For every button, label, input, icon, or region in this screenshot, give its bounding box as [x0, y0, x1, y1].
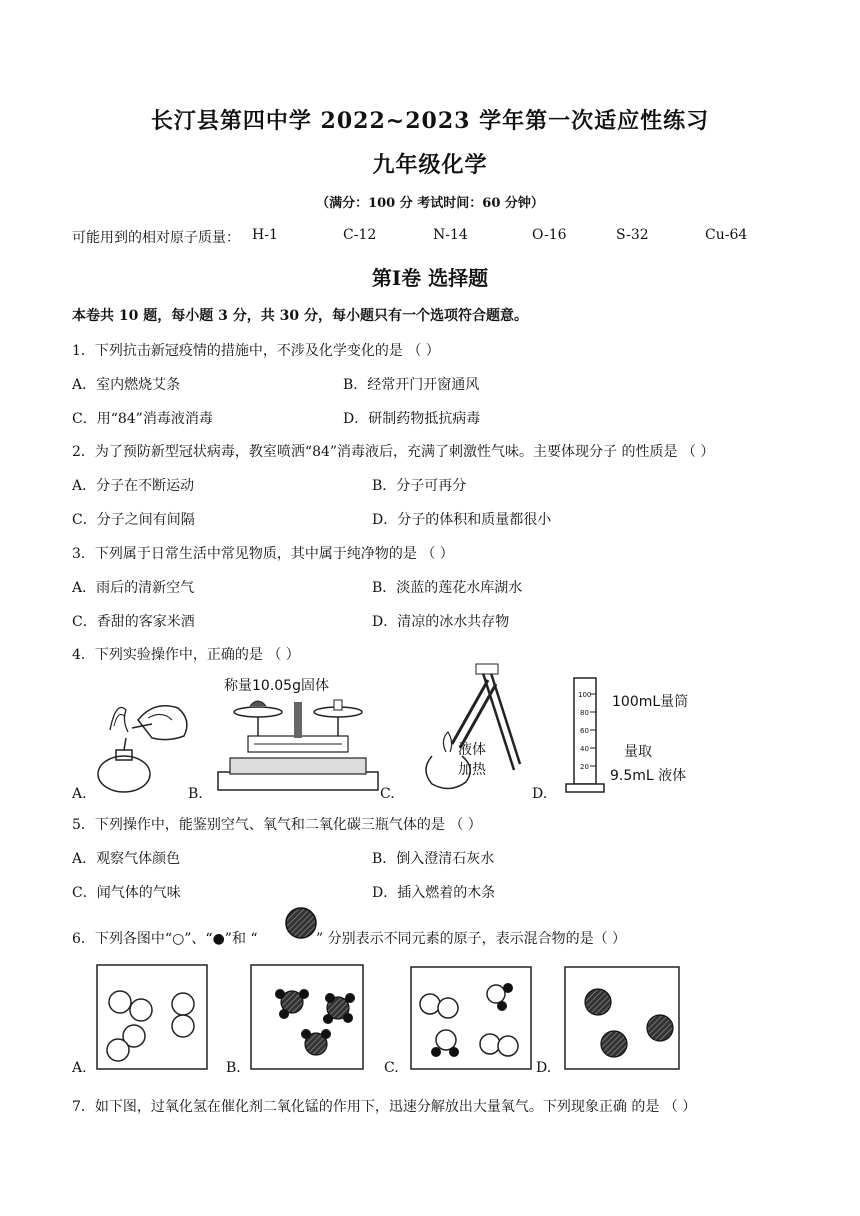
option-c: C．分子之间有间隔	[72, 512, 195, 528]
option-a: A.	[72, 1060, 87, 1076]
atomic-mass-item: C-12	[343, 227, 377, 243]
molecule-box-b	[250, 964, 364, 1070]
question-stem: 2．为了预防新型冠状病毒，教室喷洒“84”消毒液后，充满了刺激性气味。主要体现分子 的性质是 （ ）	[72, 444, 715, 460]
option-b: B．经常开门开窗通风	[343, 377, 480, 393]
option-c: C．用“84”消毒液消毒	[72, 411, 213, 427]
atomic-mass-item: H-1	[252, 227, 278, 243]
option-d: D．清凉的冰水共存物	[372, 614, 510, 630]
volume-label: 9.5mL 液体	[610, 768, 687, 784]
atomic-mass-label: 可能用到的相对原子质量：	[72, 230, 240, 246]
option-a: A．室内燃烧艾条	[72, 377, 181, 393]
option-d: D．分子的体积和质量都很小	[372, 512, 552, 528]
figure-balance	[208, 672, 388, 796]
option-b: B．分子可再分	[372, 478, 467, 494]
tick-label: 60	[580, 727, 589, 735]
cylinder-label: 100mL量筒	[612, 694, 689, 710]
option-d: D．研制药物抵抗病毒	[343, 411, 481, 427]
option-a: A．雨后的清新空气	[72, 580, 195, 596]
molecule-box-a	[96, 964, 208, 1070]
molecule-box-d	[564, 966, 680, 1070]
option-a: A.	[72, 786, 87, 802]
option-d: D.	[532, 786, 548, 802]
option-a: A．观察气体颜色	[72, 851, 181, 867]
question-stem-part: 6．下列各图中“○”、“●”和 “	[72, 931, 258, 947]
figure-graduated-cylinder	[560, 672, 710, 798]
question-stem: 3．下列属于日常生活中常见物质，其中属于纯净物的是 （ ）	[72, 546, 454, 562]
heating-label: 加热	[458, 762, 486, 778]
option-b: B．倒入澄清石灰水	[372, 851, 495, 867]
tick-label: 80	[580, 709, 589, 717]
option-d: D.	[536, 1060, 552, 1076]
atomic-mass-item: N-14	[433, 227, 468, 243]
question-stem: 7．如下图，过氧化氢在催化剂二氧化锰的作用下，迅速分解放出大量氧气。下列现象正确 的是 （ ）	[72, 1099, 697, 1115]
section-instruction: 本卷共 10 题，每小题 3 分，共 30 分，每小题只有一个选项符合题意。	[72, 308, 528, 324]
option-a: A．分子在不断运动	[72, 478, 195, 494]
molecule-box-c	[410, 966, 532, 1070]
question-stem: 1．下列抗击新冠疫情的措施中，不涉及化学变化的是 （ ）	[72, 343, 440, 359]
liquid-label: 液体	[458, 742, 486, 758]
option-c: C.	[380, 786, 395, 802]
exam-subtitle: 九年级化学	[372, 152, 488, 178]
exam-title: 长汀县第四中学 2022~2023 学年第一次适应性练习	[150, 108, 710, 134]
balance-caption: 称量10.05g固体	[224, 678, 329, 694]
option-c: C．香甜的客家米酒	[72, 614, 195, 630]
hatched-atom-icon	[284, 906, 318, 940]
question-stem: 5．下列操作中，能鉴别空气、氧气和二氧化碳三瓶气体的是 （ ）	[72, 817, 482, 833]
atomic-mass-item: S-32	[616, 227, 649, 243]
option-b: B．淡蓝的莲花水库湖水	[372, 580, 523, 596]
option-d: D．插入燃着的木条	[372, 885, 496, 901]
option-c: C.	[384, 1060, 399, 1076]
figure-alcohol-lamp-ignition	[92, 690, 202, 798]
question-stem: 4．下列实验操作中，正确的是 （ ）	[72, 647, 300, 663]
tick-label: 20	[580, 763, 589, 771]
figure-test-tube-heating	[410, 660, 530, 796]
atomic-mass-item: Cu-64	[705, 227, 748, 243]
option-b: B.	[188, 786, 203, 802]
measure-label: 量取	[624, 744, 652, 760]
atomic-mass-item: O-16	[532, 227, 567, 243]
option-c: C．闻气体的气味	[72, 885, 181, 901]
exam-info: （满分：100 分 考试时间：60 分钟）	[316, 196, 544, 211]
question-stem-part: ” 分别表示不同元素的原子，表示混合物的是（ ）	[316, 931, 627, 947]
section-title: 第Ⅰ卷 选择题	[371, 266, 489, 290]
tick-label: 100	[578, 691, 592, 699]
tick-label: 40	[580, 745, 589, 753]
option-b: B.	[226, 1060, 241, 1076]
